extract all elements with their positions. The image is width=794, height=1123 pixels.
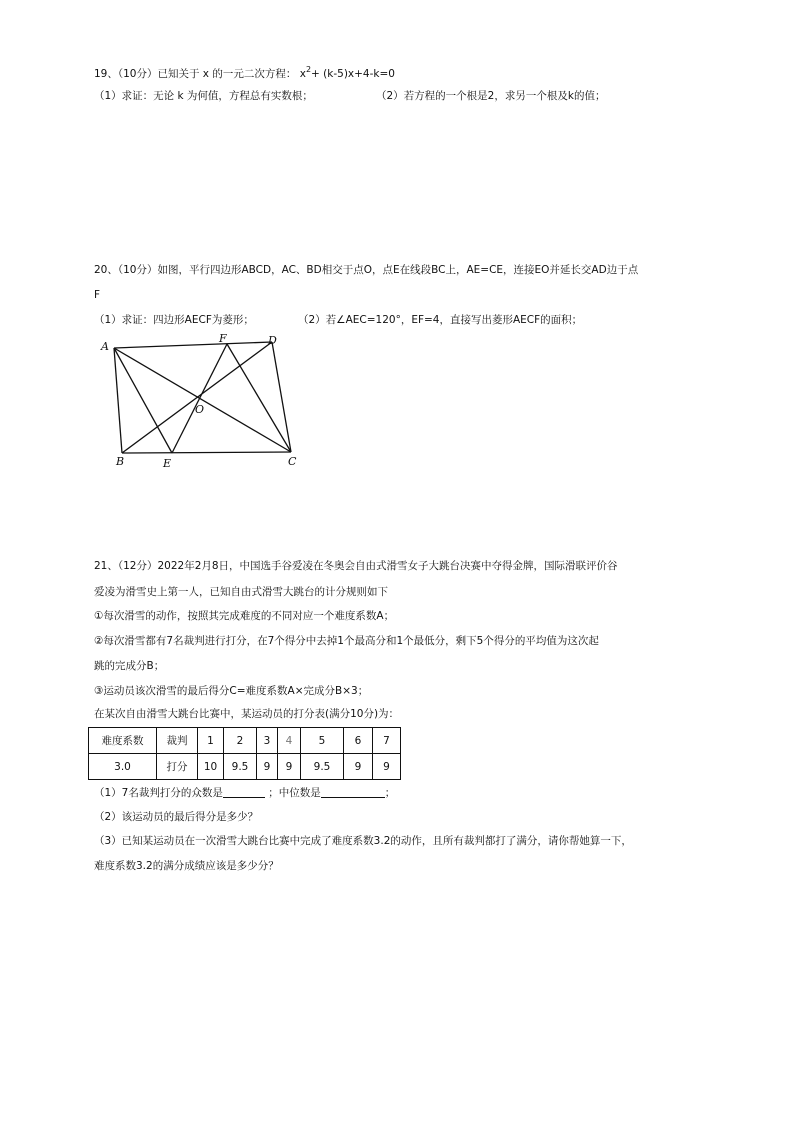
mode-answer-blank[interactable] bbox=[223, 786, 265, 798]
q19-parts-line bbox=[94, 89, 606, 103]
table-header-cell: 7 bbox=[373, 728, 401, 754]
q19-stem-line bbox=[94, 63, 395, 81]
q20-parts-line bbox=[94, 313, 583, 327]
q19-part2: （2）若方程的一个根是2，求另一个根及k的值； bbox=[376, 90, 606, 102]
table-header-cell: 6 bbox=[344, 728, 373, 754]
segment-bc bbox=[122, 452, 291, 453]
label-c: C bbox=[288, 455, 297, 468]
q19-eq-base: x bbox=[299, 68, 306, 80]
label-e: E bbox=[163, 457, 172, 470]
label-f: F bbox=[219, 332, 227, 345]
table-header-cell: 裁判 bbox=[157, 728, 198, 754]
q21-sub3-line2: 难度系数3.2的满分成绩应该是多少分？ bbox=[94, 860, 279, 872]
q19-stem: 19、（10分）已知关于 x 的一元二次方程： bbox=[94, 68, 297, 80]
q19-equation bbox=[299, 65, 395, 80]
q19-part1: （1）求证：无论 k 为何值，方程总有实数根； bbox=[94, 90, 313, 102]
label-o: O bbox=[195, 403, 205, 416]
q20-stem-line1: 20、（10分）如图，平行四边形ABCD，AC、BD相交于点O，点E在线段BC上，AE=CE，连接EO并延长交AD边于点 bbox=[94, 264, 639, 276]
q19-eq-rest: + (k-5)x+4-k=0 bbox=[311, 68, 395, 80]
label-b: B bbox=[116, 455, 125, 468]
table-row bbox=[89, 754, 401, 780]
table-cell: 9 bbox=[278, 754, 301, 780]
q20-part2: （2）若∠AEC=120°，EF=4，直接写出菱形AECF的面积； bbox=[298, 314, 583, 326]
q19-eq-exp: 2 bbox=[305, 65, 312, 74]
diagonal-ac bbox=[114, 348, 291, 452]
table-cell: 9 bbox=[257, 754, 278, 780]
q21-table-intro: 在某次自由滑雪大跳台比赛中，某运动员的打分表(满分10分)为： bbox=[94, 708, 400, 720]
table-cell: 9.5 bbox=[224, 754, 257, 780]
parallelogram-figure bbox=[96, 332, 311, 472]
q21-sub3-line1: （3）已知某运动员在一次滑雪大跳台比赛中完成了难度系数3.2的动作，且所有裁判都打了满分，请你帮她算一下， bbox=[94, 835, 632, 847]
table-cell: 3.0 bbox=[89, 754, 157, 780]
median-answer-blank[interactable] bbox=[321, 786, 385, 798]
q21-rule2-line1: ②每次滑雪都有7名裁判进行打分，在7个得分中去掉1个最高分和1个最低分，剩下5个得分的平均值为这次起 bbox=[94, 635, 599, 647]
table-cell: 9 bbox=[344, 754, 373, 780]
q20-stem-line2: F bbox=[94, 289, 101, 301]
q21-sub1-end: ； bbox=[384, 787, 396, 799]
q21-sub2: （2）该运动员的最后得分是多少？ bbox=[94, 811, 259, 823]
q21-rule2-line2: 跳的完成分B； bbox=[94, 660, 165, 672]
table-header-cell: 3 bbox=[257, 728, 278, 754]
table-header-cell: 4 bbox=[278, 728, 301, 754]
table-cell: 10 bbox=[198, 754, 224, 780]
q21-rule3: ③运动员该次滑雪的最后得分C=难度系数A×完成分B×3； bbox=[94, 685, 369, 697]
segment-ab bbox=[114, 348, 122, 453]
label-a: A bbox=[101, 340, 109, 353]
q21-rule1: ①每次滑雪的动作，按照其完成难度的不同对应一个难度系数A； bbox=[94, 610, 395, 622]
table-header-cell: 5 bbox=[301, 728, 344, 754]
score-table bbox=[88, 727, 401, 780]
q20-part1: （1）求证：四边形AECF为菱形； bbox=[94, 314, 254, 326]
q21-sub1-mode-label: （1）7名裁判打分的众数是 bbox=[94, 787, 223, 799]
table-row bbox=[89, 728, 401, 754]
label-d: D bbox=[268, 334, 277, 347]
table-cell: 打分 bbox=[157, 754, 198, 780]
table-header-cell: 1 bbox=[198, 728, 224, 754]
segment-ef bbox=[172, 344, 227, 453]
table-cell: 9.5 bbox=[301, 754, 344, 780]
table-cell: 9 bbox=[373, 754, 401, 780]
q21-stem-line1: 21、（12分）2022年2月8日，中国选手谷爱凌在冬奥会自由式滑雪女子大跳台决赛中夺得金牌，国际滑联评价谷 bbox=[94, 560, 618, 572]
q21-stem-line2: 爱凌为滑雪史上第一人，已知自由式滑雪大跳台的计分规则如下 bbox=[94, 586, 388, 598]
table-header-cell: 难度系数 bbox=[89, 728, 157, 754]
segment-ad bbox=[114, 342, 272, 348]
q21-sub1-median-label: ；中位数是 bbox=[268, 787, 321, 799]
diagonal-bd bbox=[122, 342, 272, 453]
q21-sub1 bbox=[94, 786, 395, 800]
table-header-cell: 2 bbox=[224, 728, 257, 754]
